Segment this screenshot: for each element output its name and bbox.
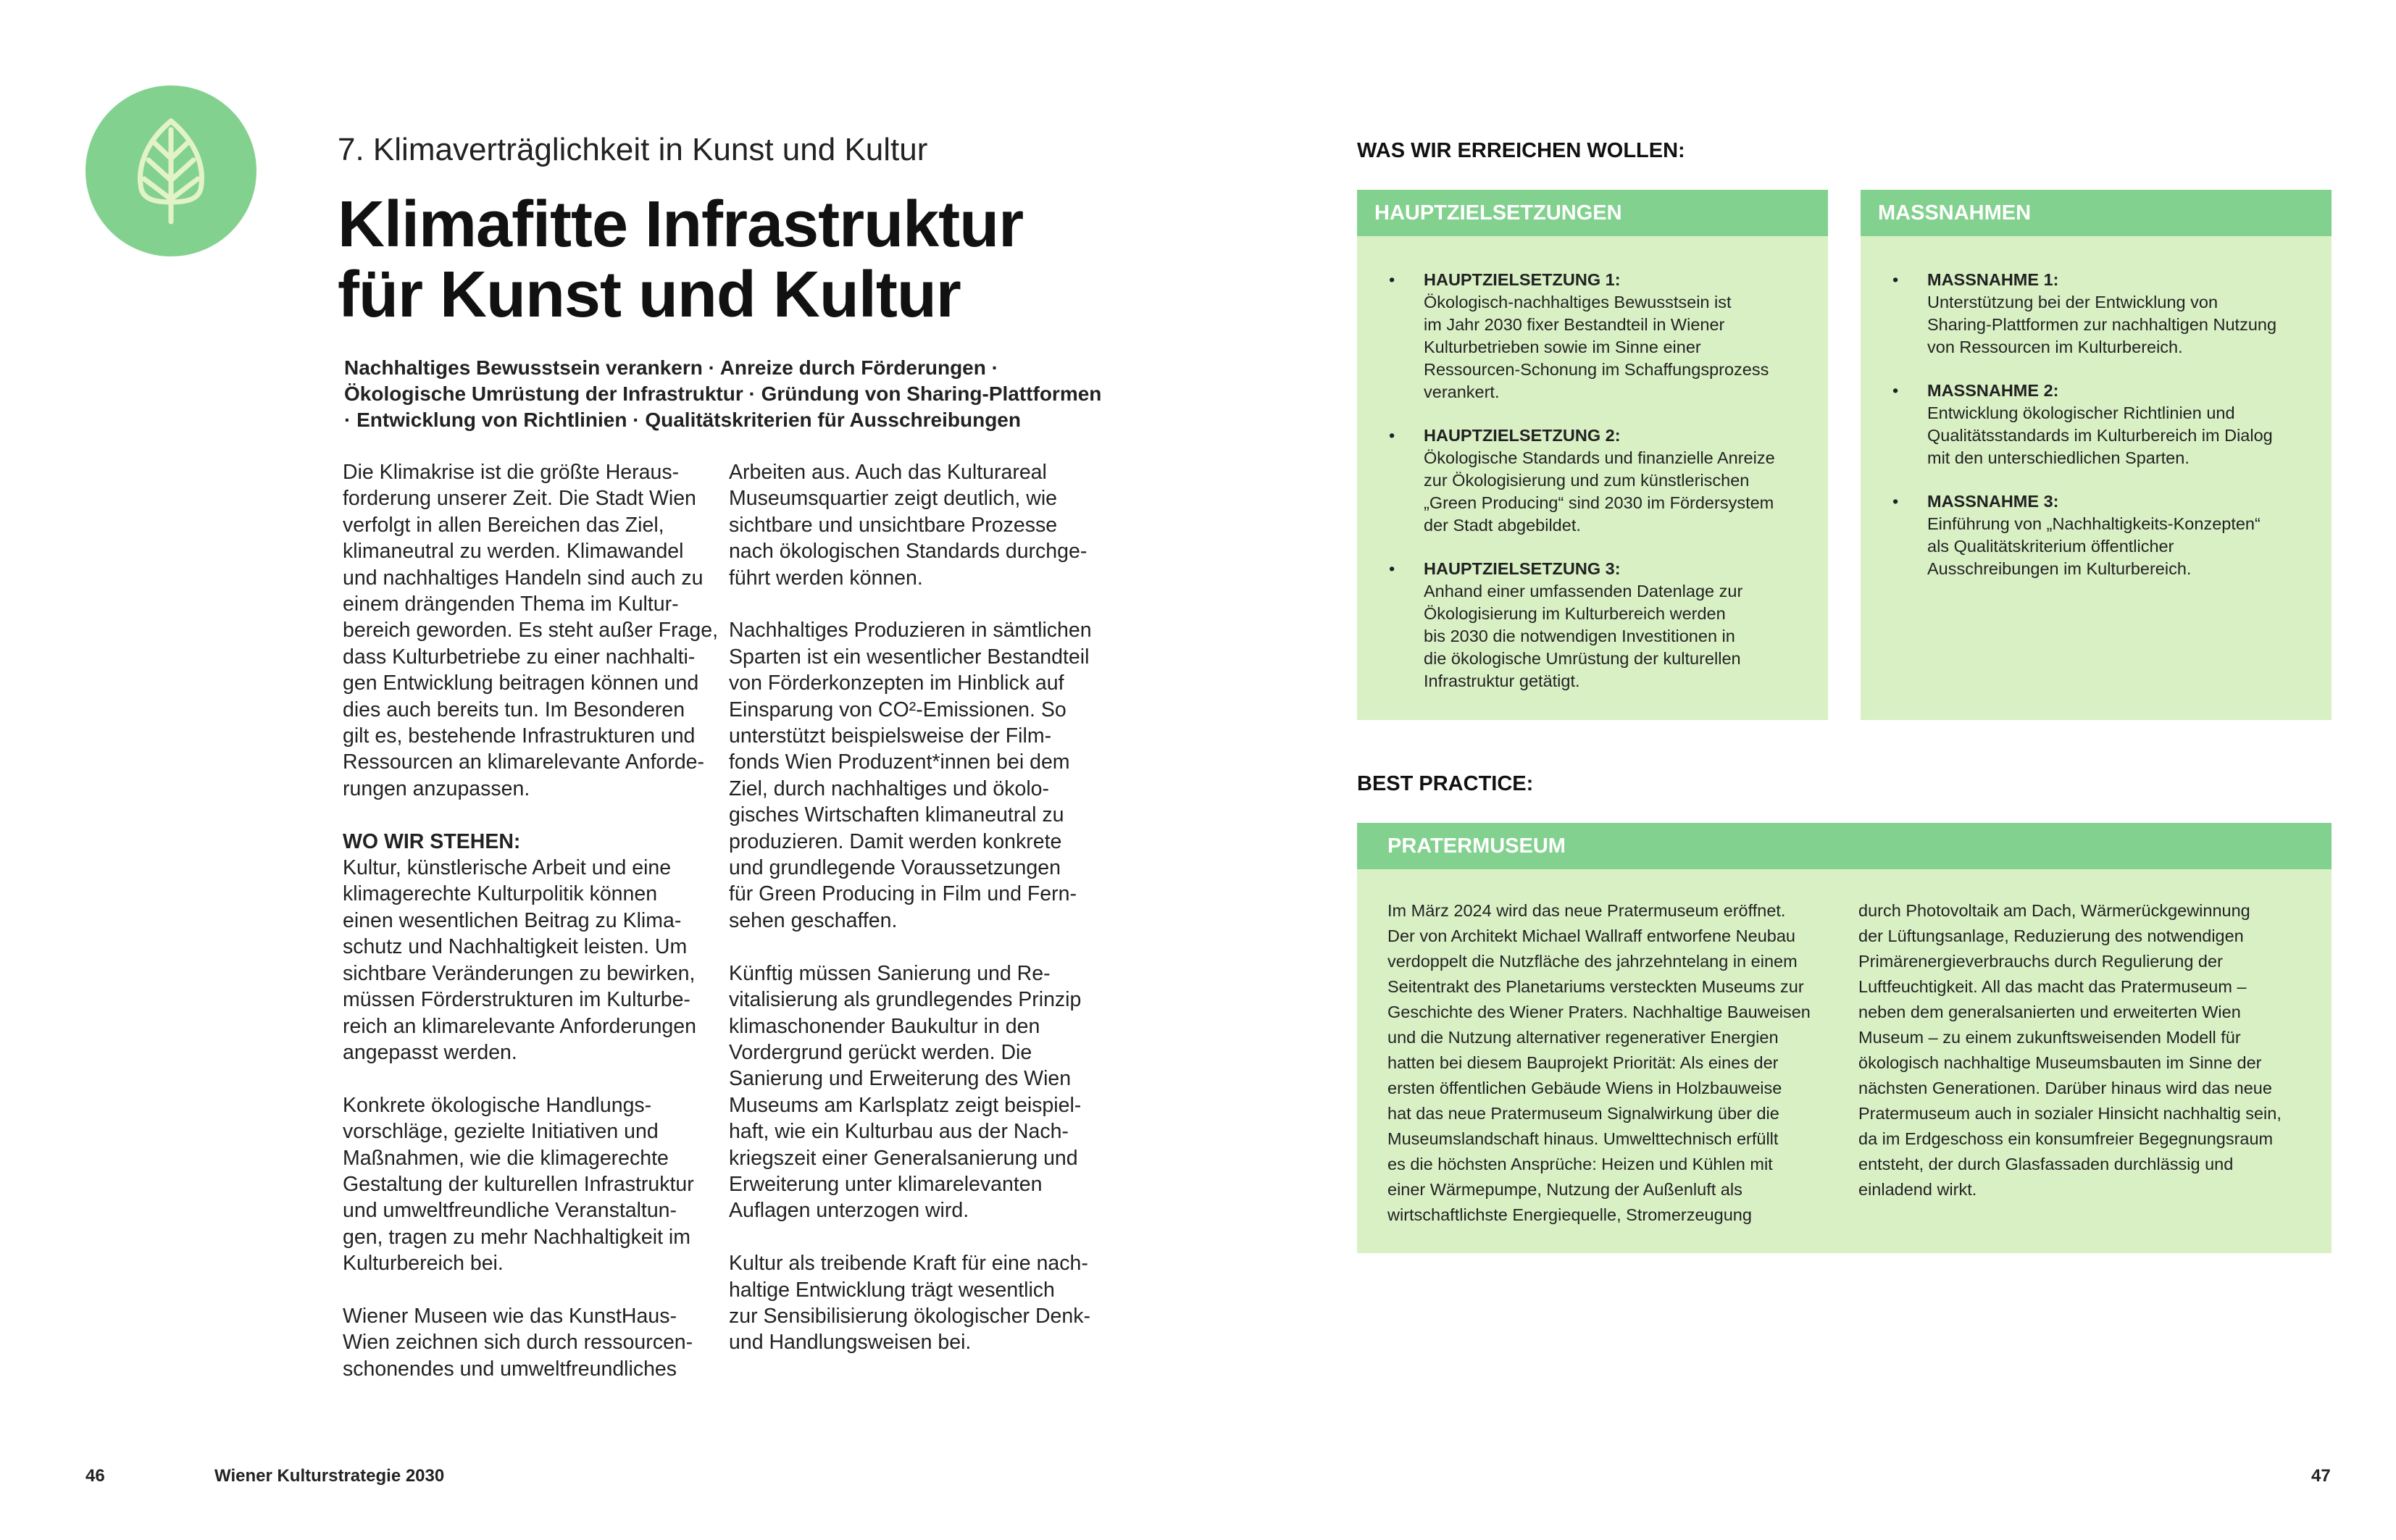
main-goal-title: HAUPTZIELSETZUNG 1: [1424,270,1621,289]
measure-text: Entwicklung ökologischer Richtlinien und Qualitätsstandards im Kulturbereich im Dialog mit den unterschiedlichen Sparten. [1927,403,2273,467]
measure-text: Unterstützung bei der Entwicklung von Sharing-Plattformen zur nachhaltigen Nutzung von Ressourcen im Kulturbereich. [1927,293,2277,356]
body-column-1 [343,459,718,1409]
main-goal-text: Ökologische Standards und finanzielle Anreize zur Ökologisierung und zum künstlerischen „Green Producing“ sind 2030 im Fördersystem der Stadt abgebildet. [1424,448,1775,535]
publication-title: Wiener Kulturstrategie 2030 [214,1466,445,1486]
body-paragraph: Die Klimakrise ist die größte Heraus- forderung unserer Zeit. Die Stadt Wien verfolgt in allen Bereichen das Ziel, klimaneutral zu werden. Klimawandel und nachhaltiges Handeln sind auch zu einem drängenden Thema im Kultur- bereich geworden. Es steht außer Frage, dass Kulturbetriebe zu einer nachhalti- gen Entwicklung beitragen können und dies auch bereits tun. Im Besonderen gilt es, bestehende Infrastrukturen und Ressourcen an klimarelevante Anforde- rungen anzupassen. [343,461,719,800]
main-goal-item [1389,424,1828,537]
page-headline [338,190,1023,330]
main-goal-item [1389,558,1828,692]
headline-line-2: für Kunst und Kultur [338,259,961,331]
bullet-marker: • [1389,559,1395,578]
where-we-stand-heading: WO WIR STEHEN: [343,829,521,853]
best-practice-label: BEST PRACTICE: [1357,772,1534,795]
leaf-icon [131,117,211,225]
measure-title: MASSNAHME 1: [1927,270,2059,289]
headline-line-1: Klimafitte Infrastruktur [338,188,1024,261]
body-paragraph: Arbeiten aus. Auch das Kulturareal Museumsquartier zeigt deutlich, wie sichtbare und unsichtbare Prozesse nach ökologischen Standards durchge- führt werden können. [729,461,1088,590]
chapter-title: 7. Klimaverträglichkeit in Kunst und Kultur [338,132,928,167]
bullet-marker: • [1389,426,1395,445]
body-paragraph: Kultur, künstlerische Arbeit und eine klimagerechte Kulturpolitik können einen wesentlichen Beitrag zu Klima- schutz und Nachhaltigkeit leisten. Um sichtbare Veränderungen zu bewirken, müssen Förderstrukturen im Kulturbe- reich an klimarelevante Anforderungen angepasst werden. [343,856,696,1064]
main-goal-text: Ökologisch-nachhaltiges Bewusstsein ist im Jahr 2030 fixer Bestandteil in Wiener Kulturbetrieben sowie im Sinne einer Ressourcen-Schonung im Schaffungsprozess verankert. [1424,293,1769,401]
page-number-left: 46 [85,1466,105,1486]
body-paragraph: Kultur als treibende Kraft für eine nach- haltige Entwicklung trägt wesentlich zur Sensibilisierung ökologischer Denk- und Handlungsweisen bei. [729,1252,1090,1355]
main-goals-list [1389,269,1828,692]
body-paragraph: Wiener Museen wie das KunstHaus- Wien zeichnen sich durch ressourcen- schonendes und umweltfreundliches [343,1304,693,1381]
page-number-right: 47 [2311,1466,2331,1486]
best-practice-header: PRATERMUSEUM [1357,823,2332,869]
measures-panel [1861,190,2332,720]
measure-item [1892,380,2332,469]
best-practice-panel [1357,823,2332,1253]
body-paragraph: Künftig müssen Sanierung und Re- vitalisierung als grundlegendes Prinzip klimaschonender Baukultur in den Vordergrund gerückt werden. Die Sanierung und Erweiterung des Wien Museums am Karlsplatz zeigt beispiel- haft, wie ein Kulturbau aus der Nach- kriegszeit einer Generalsanierung und Erweiterung unter klimarelevanten Auflagen unterzogen wird. [729,961,1082,1223]
main-goal-text: Anhand einer umfassenden Datenlage zur Ökologisierung im Kulturbereich werden bis 2030 die notwendigen Investitionen in die ökologische Umrüstung der kulturellen Infrastruktur getätigt. [1424,582,1743,690]
main-goals-panel [1357,190,1828,720]
subtitle-keywords: Nachhaltiges Bewusstsein verankern · Anreize durch Förderungen · Ökologische Umrüstung der Infrastruktur · Gründung von Sharing-Plattformen · Entwicklung von Richtlinien · Qualitätskriterien für Ausschreibungen [344,356,1102,431]
measures-header: MASSNAHMEN [1861,190,2332,236]
measure-item [1892,490,2332,580]
measure-title: MASSNAHME 2: [1927,381,2059,400]
bullet-marker: • [1892,381,1899,400]
bullet-marker: • [1389,270,1395,289]
main-goal-title: HAUPTZIELSETZUNG 2: [1424,426,1621,445]
measure-title: MASSNAHME 3: [1927,492,2059,511]
bullet-marker: • [1892,492,1899,511]
main-goal-title: HAUPTZIELSETZUNG 3: [1424,559,1621,578]
body-column-2 [729,459,1092,1382]
bullet-marker: • [1892,270,1899,289]
goals-section-label: WAS WIR ERREICHEN WOLLEN: [1357,139,1685,162]
best-practice-text-col-2: durch Photovoltaik am Dach, Wärmerückgewinnung der Lüftungsanlage, Reduzierung des notwendigen Primärenergieverbrauchs durch Regulierung der Luftfeuchtigkeit. All das macht das Pratermuseum – neben dem generalsanierten und erweiterten Wien Museum – zu einem zukunftsweisenden Modell für ökologisch nachhaltige Museumsbauten im Sinne der nächsten Generationen. Darüber hinaus wird das neue Pratermuseum auch in sozialer Hinsicht nachhaltig sein, da im Erdgeschoss ein konsumfreier Begegnungsraum entsteht, der durch Glasfassaden durchlässig und einladend wirkt. [1858,901,2282,1199]
measure-item [1892,269,2332,359]
main-goals-header: HAUPTZIELSETZUNGEN [1357,190,1828,236]
measures-list [1892,269,2332,580]
body-paragraph: Nachhaltiges Produzieren in sämtlichen Sparten ist ein wesentlicher Bestandteil von Förderkonzepten im Hinblick auf Einsparung von CO²-Emissionen. So unterstützt beispielsweise der Film- fonds Wien Produzent*innen bei dem Ziel, durch nachhaltiges und ökolo- gisches Wirtschaften klimaneutral zu produzieren. Damit werden konkrete und grundlegende Voraussetzungen für Green Producing in Film und Fern- sehen geschaffen. [729,619,1092,932]
best-practice-text-col-1: Im März 2024 wird das neue Pratermuseum eröffnet. Der von Architekt Michael Wallraff entworfene Neubau verdoppelt die Nutzfläche des jahrzehntelang in einem Seitentrakt des Planetariums versteckten Museums zur Geschichte des Wiener Praters. Nachhaltige Bauweisen und die Nutzung alternativer regenerativer Energien hatten bei diesem Bauprojekt Priorität: Als eines der ersten öffentlichen Gebäude Wiens in Holzbauweise hat das neue Pratermuseum Signalwirkung über die Museumslandschaft hinaus. Umwelttechnisch erfüllt es die höchsten Ansprüche: Heizen und Kühlen mit einer Wärmepumpe, Nutzung der Außenluft als wirtschaftlichste Energiequelle, Stromerzeugung [1387,901,1811,1224]
main-goal-item [1389,269,1828,403]
chapter-icon-circle [85,85,256,256]
body-paragraph: Konkrete ökologische Handlungs- vorschläge, gezielte Initiativen und Maßnahmen, wie die klimagerechte Gestaltung der kulturellen Infrastruktur und umweltfreundliche Veranstaltun- gen, tragen zu mehr Nachhaltigkeit im Kulturbereich bei. [343,1093,694,1276]
measure-text: Einführung von „Nachhaltigkeits-Konzepten“ als Qualitätskriterium öffentlicher Ausschreibungen im Kulturbereich. [1927,514,2261,578]
